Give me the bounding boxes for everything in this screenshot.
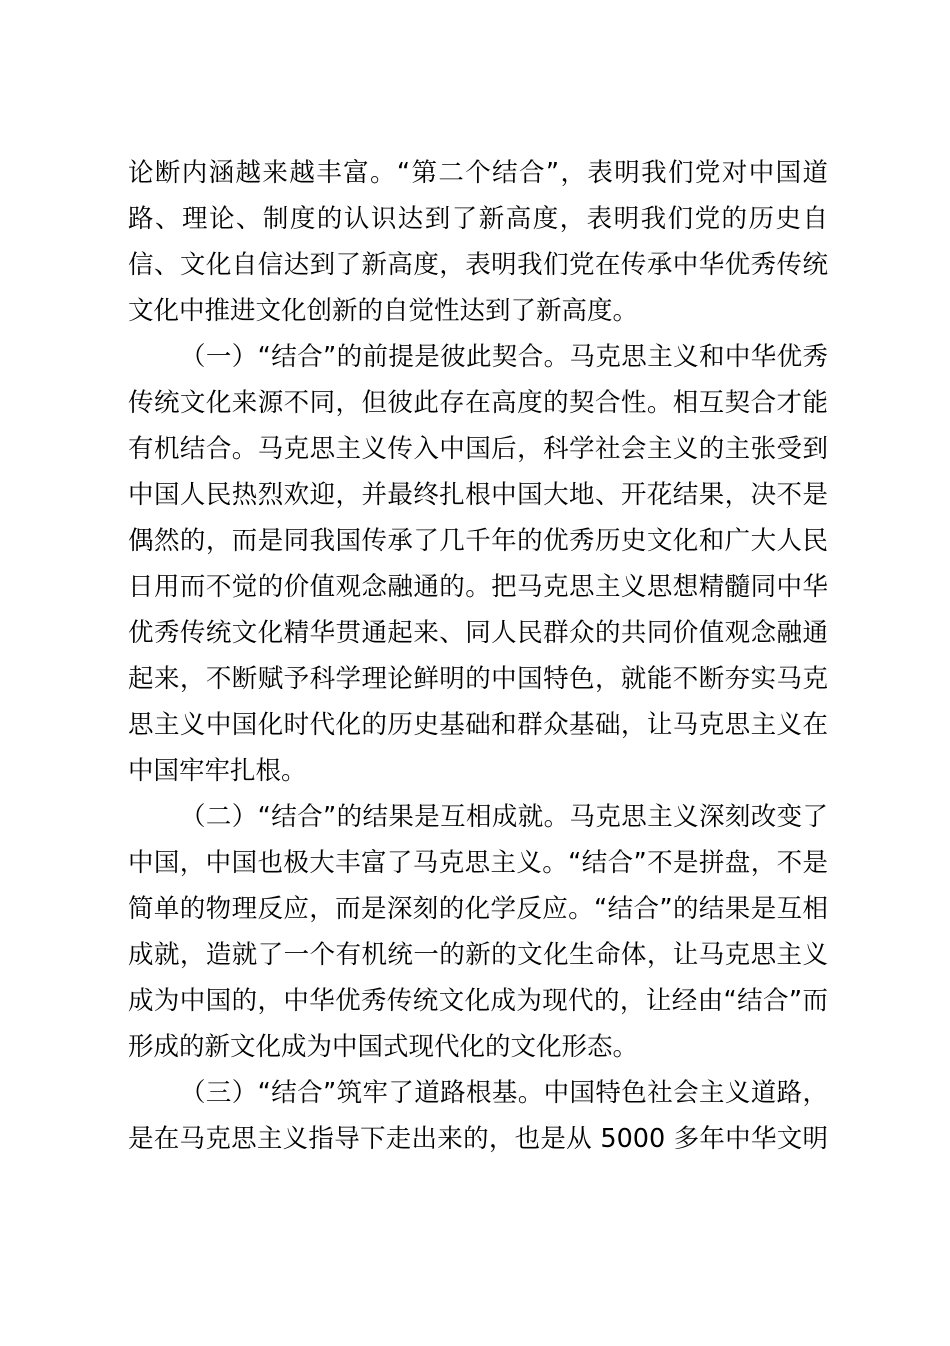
text-line: 成为中国的，中华优秀传统文化成为现代的，让经由“结合”而 <box>128 986 828 1016</box>
text-line: 思主义中国化时代化的历史基础和群众基础，让马克思主义在 <box>128 710 828 740</box>
text-line: 中国，中国也极大丰富了马克思主义。“结合”不是拼盘，不是 <box>128 848 828 878</box>
text-line: 偶然的，而是同我国传承了几千年的优秀历史文化和广大人民 <box>128 526 828 556</box>
paragraph <box>128 334 828 794</box>
text-line: 中国牢牢扎根。 <box>128 756 307 786</box>
text-line: 路、理论、制度的认识达到了新高度，表明我们党的历史自 <box>128 204 828 234</box>
text-line: 信、文化自信达到了新高度，表明我们党在传承中华优秀传统 <box>128 250 828 280</box>
text-line: 日用而不觉的价值观念融通的。把马克思主义思想精髓同中华 <box>128 572 828 602</box>
text-line: （一）“结合”的前提是彼此契合。马克思主义和中华优秀 <box>180 342 828 372</box>
text-line: 形成的新文化成为中国式现代化的文化形态。 <box>128 1032 639 1062</box>
text-line: 文化中推进文化创新的自觉性达到了新高度。 <box>128 296 639 326</box>
text-line: （三）“结合”筑牢了道路根基。中国特色社会主义道路， <box>180 1078 828 1108</box>
paragraph <box>128 794 828 1070</box>
text-line: 有机结合。马克思主义传入中国后，科学社会主义的主张受到 <box>128 434 828 464</box>
text-line: 论断内涵越来越丰富。“第二个结合”，表明我们党对中国道 <box>128 158 828 188</box>
paragraph <box>128 150 828 334</box>
text-line: （二）“结合”的结果是互相成就。马克思主义深刻改变了 <box>180 802 828 832</box>
text-line: 简单的物理反应，而是深刻的化学反应。“结合”的结果是互相 <box>128 894 828 924</box>
text-line: 起来，不断赋予科学理论鲜明的中国特色，就能不断夯实马克 <box>128 664 828 694</box>
paragraph <box>128 1070 828 1162</box>
text-line: 成就，造就了一个有机统一的新的文化生命体，让马克思主义 <box>128 940 828 970</box>
text-line: 传统文化来源不同，但彼此存在高度的契合性。相互契合才能 <box>128 388 828 418</box>
document-body <box>128 150 828 1162</box>
text-line: 是在马克思主义指导下走出来的，也是从 5000 多年中华文明 <box>128 1124 828 1154</box>
text-line: 中国人民热烈欢迎，并最终扎根中国大地、开花结果，决不是 <box>128 480 828 510</box>
text-line: 优秀传统文化精华贯通起来、同人民群众的共同价值观念融通 <box>128 618 828 648</box>
